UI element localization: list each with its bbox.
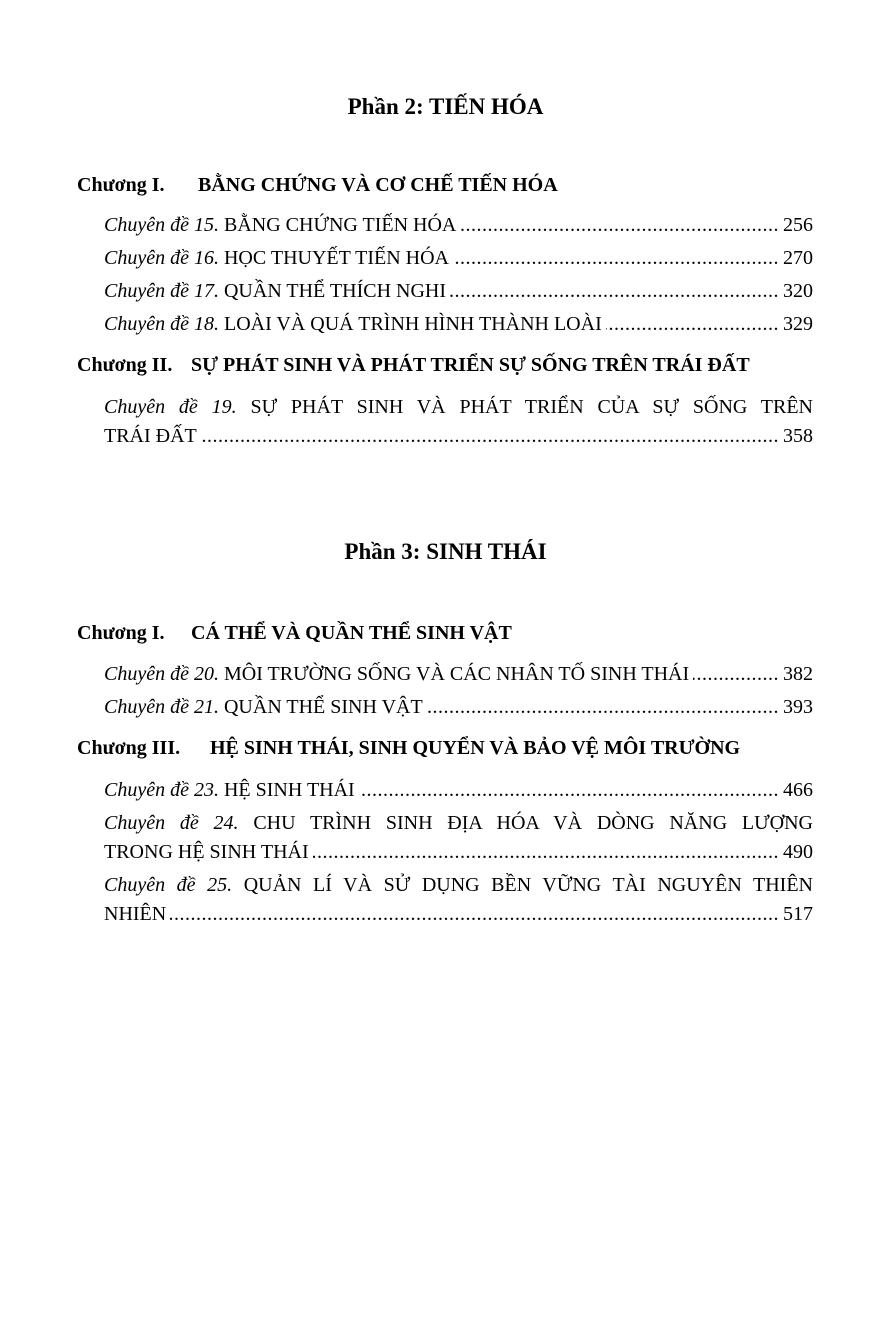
entry-page: 270 xyxy=(783,247,813,269)
entry-page: 466 xyxy=(783,779,813,801)
toc-entry-line2[interactable] xyxy=(104,421,813,451)
entry-page: 382 xyxy=(783,663,813,685)
chapter-title: HỆ SINH THÁI, SINH QUYỂN VÀ BẢO VỆ MÔI TRƯỜNG xyxy=(210,737,741,759)
entry-title: HỆ SINH THÁI xyxy=(223,779,355,801)
part-2-title: Phần 2: TIẾN HÓA xyxy=(347,94,544,119)
toc-entry[interactable] xyxy=(104,243,813,273)
dot-leader xyxy=(313,837,779,867)
chapter-label: Chương I. xyxy=(77,174,165,196)
toc-entry[interactable] xyxy=(104,309,813,339)
part-3-title: Phần 3: SINH THÁI xyxy=(344,539,547,564)
toc-entry[interactable] xyxy=(104,210,813,240)
entry-page: 320 xyxy=(783,280,813,302)
entry-prefix: Chuyên đề 25. xyxy=(104,874,233,896)
entry-title: QUẢN LÍ VÀ SỬ DỤNG BỀN VỮNG TÀI NGUYÊN THIÊN xyxy=(243,874,813,896)
entry-title: QUẦN THỂ THÍCH NGHI xyxy=(223,280,447,302)
chapter-label: Chương II. xyxy=(77,354,173,376)
entry-page: 393 xyxy=(783,696,813,718)
chapter-title: CÁ THỂ VÀ QUẦN THỂ SINH VẬT xyxy=(191,622,512,644)
dot-leader xyxy=(606,309,779,339)
dot-leader xyxy=(460,210,779,240)
entry-title: LOÀI VÀ QUÁ TRÌNH HÌNH THÀNH LOÀI xyxy=(223,313,602,335)
chapter-heading[interactable] xyxy=(77,618,817,648)
entry-prefix: Chuyên đề 17. xyxy=(104,280,219,302)
entry-page: 329 xyxy=(783,313,813,335)
entry-prefix: Chuyên đề 23. xyxy=(104,779,219,801)
dot-leader xyxy=(170,899,779,929)
entry-title-cont: TRÁI ĐẤT xyxy=(104,425,197,447)
chapter-heading[interactable] xyxy=(77,350,817,380)
toc-entry-line2[interactable] xyxy=(104,899,813,929)
chapter-label: Chương I. xyxy=(77,622,165,644)
entry-title: CHU TRÌNH SINH ĐỊA HÓA VÀ DÒNG NĂNG LƯỢNG xyxy=(253,812,813,834)
entry-title-cont: NHIÊN xyxy=(104,903,167,925)
entry-page: 256 xyxy=(783,214,813,236)
entry-title: HỌC THUYẾT TIẾN HÓA xyxy=(223,247,449,269)
entry-prefix: Chuyên đề 19. xyxy=(104,396,237,418)
chapter-heading[interactable] xyxy=(77,733,817,763)
toc-entry[interactable] xyxy=(104,692,813,722)
entry-title-cont: TRONG HỆ SINH THÁI xyxy=(104,841,309,863)
entry-prefix: Chuyên đề 20. xyxy=(104,663,219,685)
entry-title: BẰNG CHỨNG TIẾN HÓA xyxy=(223,214,457,236)
chapter-title: BẰNG CHỨNG VÀ CƠ CHẾ TIẾN HÓA xyxy=(198,174,558,196)
dot-leader xyxy=(359,775,779,805)
entry-prefix: Chuyên đề 18. xyxy=(104,313,219,335)
dot-leader xyxy=(201,421,779,451)
entry-title: QUẦN THỂ SINH VẬT xyxy=(223,696,423,718)
dot-leader xyxy=(450,276,779,306)
toc-entry[interactable] xyxy=(104,659,813,689)
chapter-heading[interactable] xyxy=(77,170,817,200)
entry-prefix: Chuyên đề 15. xyxy=(104,214,219,236)
chapter-label: Chương III. xyxy=(77,737,181,759)
entry-prefix: Chuyên đề 21. xyxy=(104,696,219,718)
entry-title: SỰ PHÁT SINH VÀ PHÁT TRIỂN CỦA SỰ SỐNG TRÊN xyxy=(250,396,814,418)
entry-page: 358 xyxy=(783,425,813,447)
toc-entry-line1[interactable] xyxy=(104,870,813,900)
toc-entry[interactable] xyxy=(104,276,813,306)
dot-leader xyxy=(693,659,779,689)
entry-page: 490 xyxy=(783,841,813,863)
chapter-title: SỰ PHÁT SINH VÀ PHÁT TRIỂN SỰ SỐNG TRÊN TRÁI ĐẤT xyxy=(191,354,750,376)
entry-page: 517 xyxy=(783,903,813,925)
dot-leader xyxy=(453,243,779,273)
entry-title: MÔI TRƯỜNG SỐNG VÀ CÁC NHÂN TỐ SINH THÁI xyxy=(223,663,690,685)
toc-entry-line1[interactable] xyxy=(104,392,813,422)
dot-leader xyxy=(427,692,779,722)
entry-prefix: Chuyên đề 24. xyxy=(104,812,239,834)
toc-entry[interactable] xyxy=(104,775,813,805)
toc-entry-line1[interactable] xyxy=(104,808,813,838)
entry-prefix: Chuyên đề 16. xyxy=(104,247,219,269)
toc-entry-line2[interactable] xyxy=(104,837,813,867)
